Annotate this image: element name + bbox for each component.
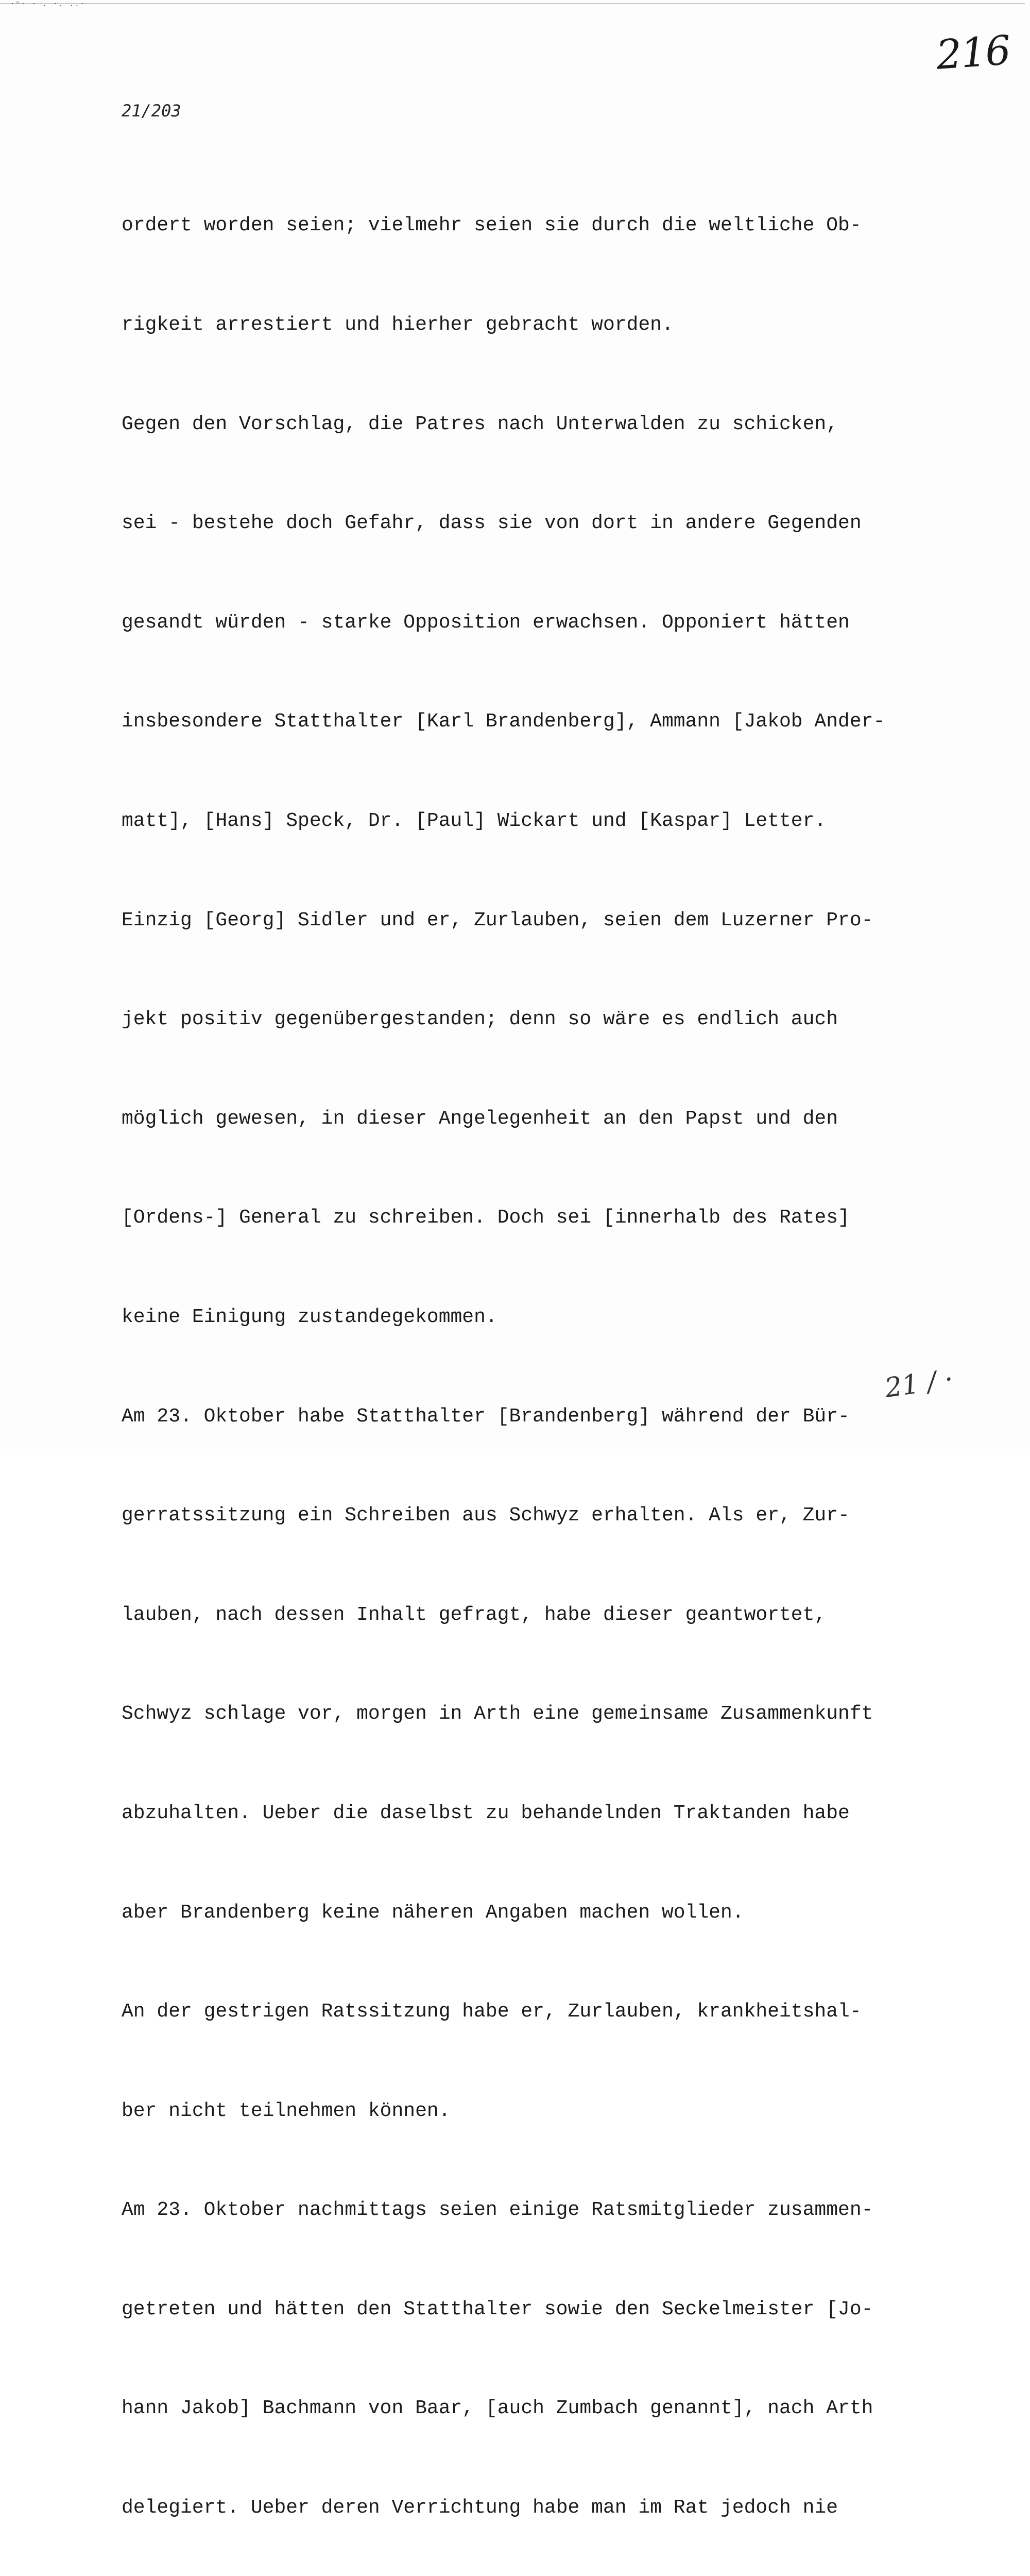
- text-line: gerratssitzung ein Schreiben aus Schwyz erhalten. Als er, Zur-: [122, 1504, 850, 1527]
- text-line: Einzig [Georg] Sidler und er, Zurlauben, seien dem Luzerner Pro-: [122, 909, 873, 931]
- text-line: rigkeit arrestiert und hierher gebracht worden.: [122, 314, 674, 336]
- text-line: aber Brandenberg keine näheren Angaben machen wollen.: [122, 1901, 744, 1924]
- text-line: möglich gewesen, in dieser Angelegenheit an den Papst und den: [122, 1107, 838, 1130]
- text-line: sei - bestehe doch Gefahr, dass sie von dort in andere Gegenden: [122, 512, 862, 535]
- text-line: keine Einigung zustandegekommen.: [122, 1306, 497, 1328]
- text-line: insbesondere Statthalter [Karl Brandenberg], Ammann [Jakob Ander-: [122, 710, 885, 733]
- text-line: lauben, nach dessen Inhalt gefragt, habe dieser geantwortet,: [122, 1603, 827, 1626]
- handwritten-folio-number: 216: [935, 27, 1011, 79]
- text-line: Schwyz schlage vor, morgen in Arth eine gemeinsame Zusammenkunft: [122, 1703, 873, 1725]
- text-line: [Ordens-] General zu schreiben. Doch sei [innerhalb des Rates]: [122, 1207, 850, 1229]
- text-line: matt], [Hans] Speck, Dr. [Paul] Wickart und [Kaspar] Letter.: [122, 809, 827, 832]
- text-line: hann Jakob] Bachmann von Baar, [auch Zumbach genannt], nach Arth: [122, 2397, 873, 2420]
- text-line: Am 23. Oktober habe Statthalter [Brandenberg] während der Bür-: [122, 1405, 850, 1428]
- top-border-line: [0, 3, 1025, 4]
- text-line: abzuhalten. Ueber die daselbst zu behandelnden Traktanden habe: [122, 1802, 850, 1824]
- text-line: jekt positiv gegenübergestanden; denn so wäre es endlich auch: [122, 1008, 838, 1031]
- text-line: ordert worden seien; vielmehr seien sie durch die weltliche Ob-: [122, 214, 862, 237]
- text-line: delegiert. Ueber deren Verrichtung habe man im Rat jedoch nie: [122, 2497, 838, 2519]
- text-line: getreten und hätten den Statthalter sowie den Seckelmeister [Jo-: [122, 2298, 873, 2320]
- text-line: Gegen den Vorschlag, die Patres nach Unterwalden zu schicken,: [122, 413, 838, 435]
- scan-artifacts: ·ⁿ· · . ·. ..·: [10, 0, 86, 8]
- text-line: gesandt würden - starke Opposition erwachsen. Opponiert hätten: [122, 611, 850, 634]
- page-reference: 21/203: [122, 101, 181, 121]
- text-line: ber nicht teilnehmen können.: [122, 2099, 451, 2122]
- handwritten-bottom-mark: 21 / ·: [883, 1364, 955, 1404]
- text-line: Am 23. Oktober nachmittags seien einige Ratsmitglieder zusammen-: [122, 2199, 873, 2222]
- text-line: An der gestrigen Ratssitzung habe er, Zurlauben, krankheitshal-: [122, 2001, 862, 2023]
- body-text: [122, 143, 946, 2576]
